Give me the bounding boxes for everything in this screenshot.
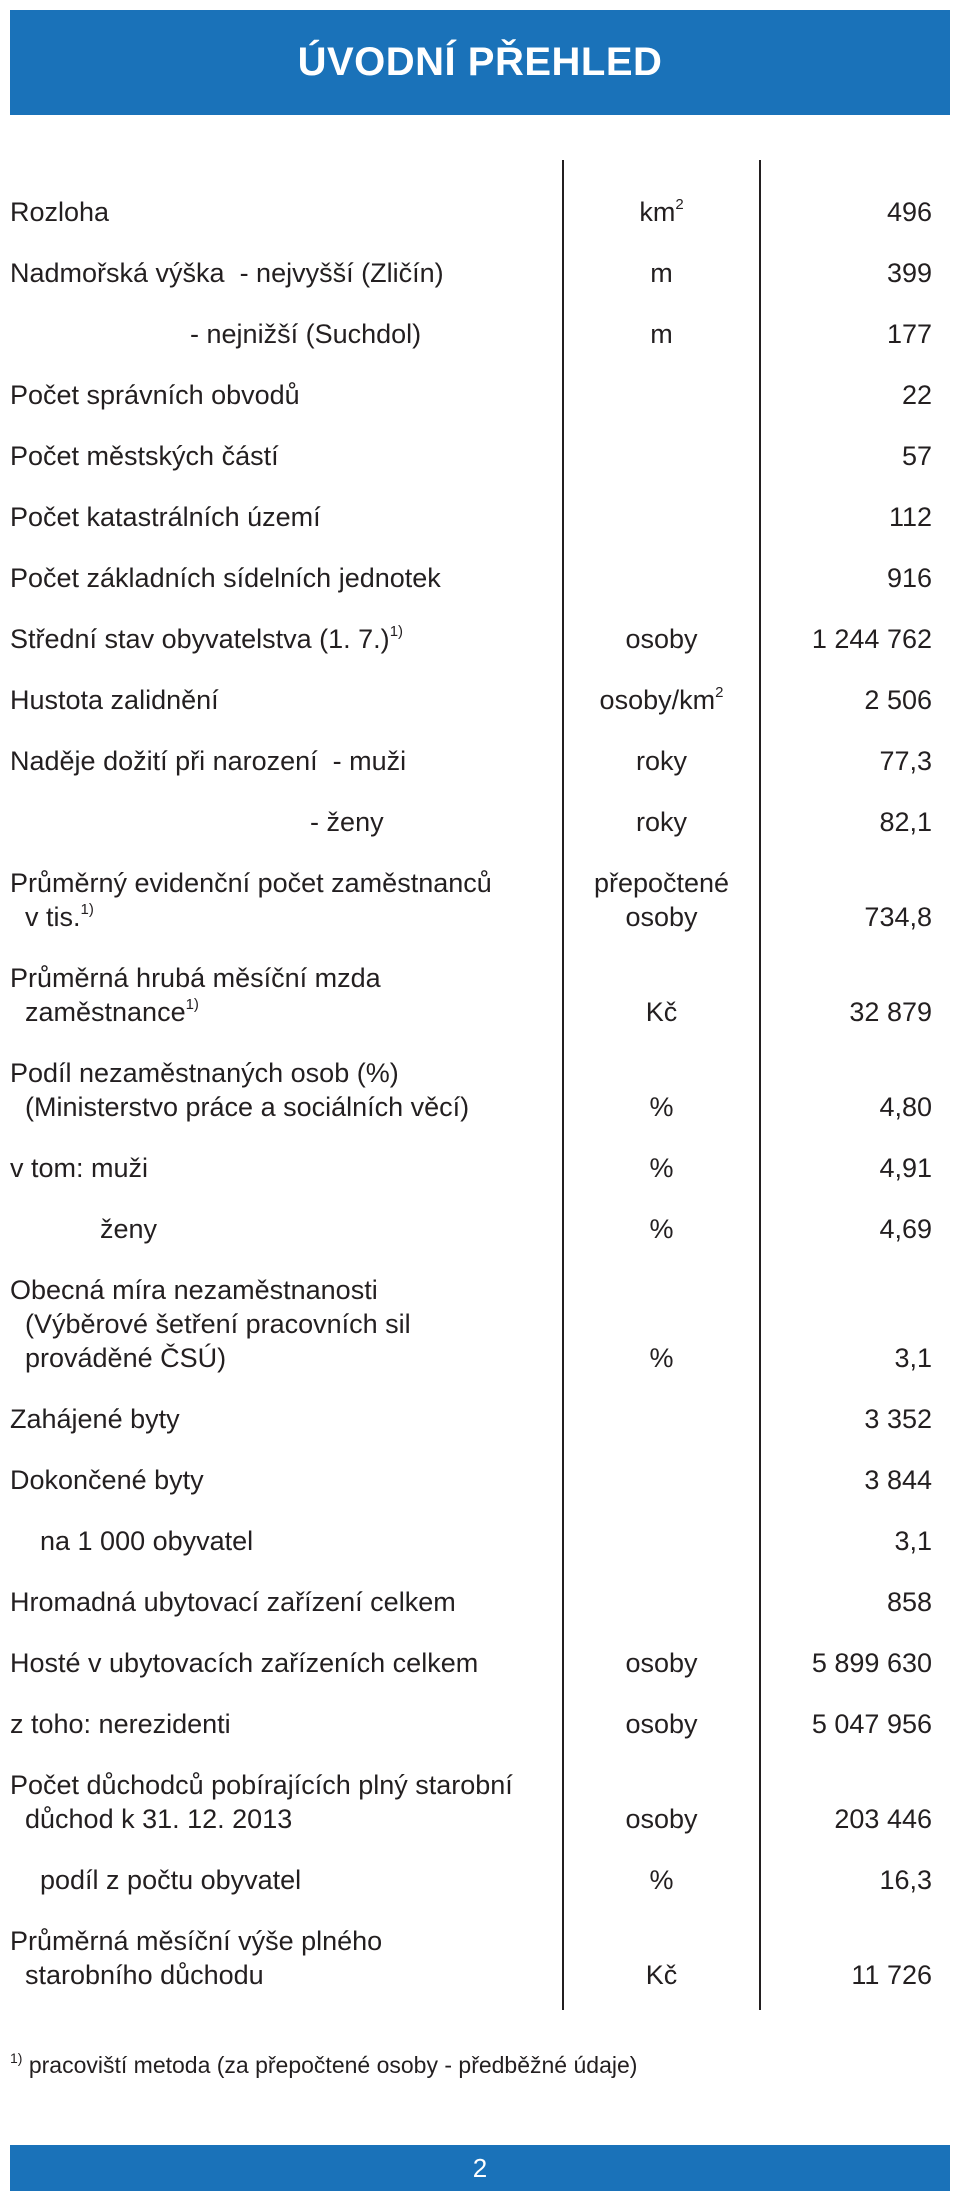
row-value: 5 047 956 (811, 1709, 932, 1739)
row-value: 4,69 (879, 1214, 932, 1244)
row-value: 916 (886, 563, 932, 593)
row-label: Hustota zalidnění (10, 685, 219, 715)
row-label: Dokončené byty (10, 1465, 204, 1495)
row-unit: % (649, 1092, 674, 1122)
row-label: ženy (10, 1214, 158, 1244)
row-unit-continued: osoby (625, 902, 698, 932)
row-label: - nejnižší (Suchdol) (10, 319, 422, 349)
row-label: Počet katastrálních území (10, 502, 321, 532)
row-unit: m (650, 319, 673, 349)
unit-superscript: 2 (715, 684, 724, 701)
row-unit: osoby/$km^2$ (599, 684, 724, 715)
page-number-bar (10, 2145, 950, 2191)
row-value: 4,91 (879, 1153, 932, 1183)
unit-superscript: 2 (675, 196, 684, 213)
row-unit: % (649, 1153, 674, 1183)
row-value: 2 506 (864, 685, 932, 715)
row-label: Rozloha (10, 197, 110, 227)
row-value: 1 244 762 (811, 624, 932, 654)
row-value: 3,1 (894, 1343, 932, 1373)
row-label: Počet městských částí (10, 441, 279, 471)
row-label-continued: zaměstnance$^{1)}$ (10, 996, 199, 1027)
page-title: ÚVODNÍ PŘEHLED (297, 40, 663, 84)
row-value: 399 (886, 258, 932, 288)
overview-table (0, 160, 960, 2010)
row-unit: osoby (625, 1709, 698, 1739)
row-unit: roky (635, 746, 687, 776)
row-value: 3,1 (894, 1526, 932, 1556)
row-value: 11 726 (851, 1960, 932, 1990)
row-label-continued: v tis.$^{1)}$ (10, 901, 94, 932)
row-label-continued: (Ministerstvo práce a sociálních věcí) (10, 1092, 470, 1122)
row-unit: m (650, 258, 673, 288)
row-value: 858 (886, 1587, 932, 1617)
row-value: 82,1 (879, 807, 932, 837)
footnote-text: pracoviští metoda (za přepočtené osoby - předběžné údaje) (22, 2052, 638, 2078)
page-title-banner (10, 10, 950, 115)
row-label: Počet důchodců pobírajících plný starobní (10, 1770, 513, 1800)
row-label: Střední stav obyvatelstva (1. 7.)$^{1)}$ (10, 623, 404, 654)
row-value: 16,3 (879, 1865, 932, 1895)
row-unit: Kč (645, 1960, 678, 1990)
footnote-ref: 1) (185, 996, 199, 1013)
row-value: 3 352 (864, 1404, 932, 1434)
row-label: Podíl nezaměstnaných osob (%) (10, 1058, 399, 1088)
row-label: Nadmořská výška - nejvyšší (Zličín) (10, 258, 444, 288)
row-label-continued: (Výběrové šetření pracovních sil (10, 1309, 411, 1339)
row-label: - ženy (10, 807, 384, 837)
page-number: 2 (472, 2152, 488, 2183)
row-unit: roky (635, 807, 687, 837)
row-value: 22 (901, 380, 932, 410)
row-label: Hosté v ubytovacích zařízeních celkem (10, 1648, 479, 1678)
footnote-mark: 1) (10, 2050, 23, 2066)
row-value: 203 446 (834, 1804, 932, 1834)
row-label-continued: starobního důchodu (10, 1960, 264, 1990)
row-value: 3 844 (864, 1465, 932, 1495)
row-unit: % (649, 1865, 674, 1895)
row-label-continued: důchod k 31. 12. 2013 (10, 1804, 293, 1834)
row-label: Obecná míra nezaměstnanosti (10, 1275, 378, 1305)
row-label-continued: prováděné ČSÚ) (10, 1343, 227, 1373)
row-unit: % (649, 1214, 674, 1244)
row-label: Naděje dožití při narození - muži (10, 746, 407, 776)
row-unit: Kč (645, 997, 678, 1027)
row-unit: osoby (625, 624, 698, 654)
row-value: 734,8 (864, 902, 932, 932)
row-unit: osoby (625, 1648, 698, 1678)
row-label: Průměrný evidenční počet zaměstnanců (10, 868, 492, 898)
row-value: 32 879 (849, 997, 932, 1027)
row-value: 77,3 (879, 746, 932, 776)
row-value: 496 (886, 197, 932, 227)
footnote-ref: 1) (80, 901, 94, 918)
row-unit: $km^2$ (639, 196, 684, 227)
row-label: Zahájené byty (10, 1404, 180, 1434)
row-label: Průměrná hrubá měsíční mzda (10, 963, 381, 993)
row-unit: % (649, 1343, 674, 1373)
row-value: 112 (888, 502, 932, 532)
row-value: 5 899 630 (811, 1648, 932, 1678)
row-label: Průměrná měsíční výše plného (10, 1926, 383, 1956)
row-label: podíl z počtu obyvatel (10, 1865, 302, 1895)
row-label: Počet správních obvodů (10, 380, 300, 410)
row-label: Počet základních sídelních jednotek (10, 563, 441, 593)
row-value: 177 (886, 319, 932, 349)
row-label: z toho: nerezidenti (10, 1709, 231, 1739)
footnote-ref: 1) (389, 623, 404, 640)
row-unit: osoby (625, 1804, 698, 1834)
row-label: na 1 000 obyvatel (10, 1526, 254, 1556)
row-label: Hromadná ubytovací zařízení celkem (10, 1587, 456, 1617)
row-label: v tom: muži (10, 1153, 149, 1183)
row-value: 57 (901, 441, 932, 471)
row-unit: přepočtené (593, 868, 730, 898)
row-value: 4,80 (879, 1092, 932, 1122)
footnote (10, 2052, 637, 2079)
